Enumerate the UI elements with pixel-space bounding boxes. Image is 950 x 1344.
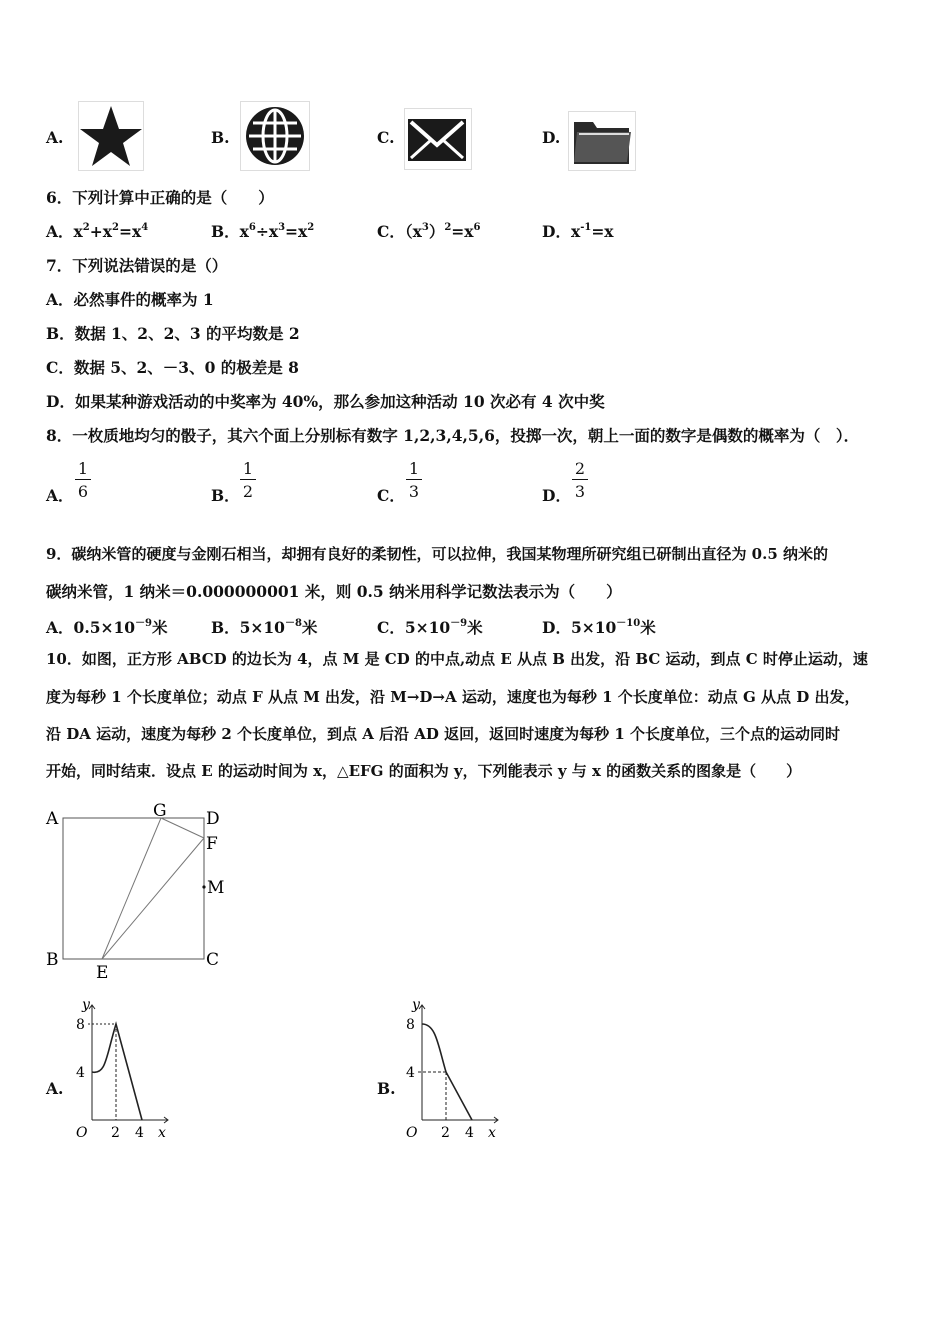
folder-icon bbox=[568, 111, 636, 171]
b-y-axis-label: y bbox=[412, 997, 420, 1013]
q8-option-c-fraction: $\frac{1}{3}$ bbox=[406, 459, 422, 501]
a-y-axis-label: y bbox=[82, 997, 90, 1013]
point-f-label: F bbox=[206, 834, 218, 854]
q5-option-b-label: B. bbox=[211, 128, 230, 147]
q7-stem: 7．下列说法错误的是（） bbox=[46, 256, 228, 275]
a-tick-8: 8 bbox=[76, 1017, 85, 1033]
point-g-label: G bbox=[153, 801, 167, 821]
b-tick-4: 4 bbox=[406, 1065, 415, 1081]
point-a-label: A bbox=[46, 809, 59, 829]
q9-stem-line-1: 9．碳纳米管的硬度与金刚石相当，却拥有良好的柔韧性，可以拉伸，我国某物理所研究组已研制出直径为 0.5 纳米的 bbox=[46, 545, 828, 563]
q8-option-d-label[interactable]: D． bbox=[542, 486, 571, 505]
q6-option-b[interactable]: B．$x^6\div x^3=x^2$ bbox=[211, 222, 315, 241]
point-c-label: C bbox=[206, 950, 220, 970]
q10-option-b-label[interactable]: B. bbox=[377, 1079, 396, 1098]
q9-option-c[interactable]: C．$5\times 10^{-9}$米 bbox=[377, 618, 483, 637]
b-x-axis-label: x bbox=[488, 1125, 496, 1141]
globe-icon bbox=[240, 101, 310, 171]
point-d-label: D bbox=[206, 809, 220, 829]
q8-stem: 8．一枚质地均匀的骰子，其六个面上分别标有数字 1,2,3,4,5,6，投掷一次，朝上一面的数字是偶数的概率为（ ）． bbox=[46, 426, 860, 445]
q10-option-a-graph[interactable] bbox=[70, 995, 175, 1145]
q8-option-a-label[interactable]: A． bbox=[46, 486, 74, 505]
q8-option-b-fraction: $\frac{1}{2}$ bbox=[240, 459, 256, 501]
q7-option-a[interactable]: A．必然事件的概率为 1 bbox=[46, 290, 214, 309]
q8-option-b-label[interactable]: B． bbox=[211, 486, 240, 505]
b-tick-x-4: 4 bbox=[465, 1125, 474, 1141]
a-tick-4: 4 bbox=[76, 1065, 85, 1081]
q8-option-c-label[interactable]: C． bbox=[377, 486, 405, 505]
q9-stem-line-2: 碳纳米管，1 纳米＝0.000000001 米，则 0.5 纳米用科学记数法表示为（ ） bbox=[46, 582, 622, 601]
q10-option-a-label[interactable]: A. bbox=[46, 1079, 64, 1098]
q5-option-d-label: D. bbox=[542, 128, 561, 147]
point-m-label: M bbox=[207, 878, 225, 898]
q10-stem-line-1: 10．如图，正方形 ABCD 的边长为 4，点 M 是 CD 的中点,动点 E 从点 B 出发，沿 BC 运动，到点 C 时停止运动，速 bbox=[46, 650, 868, 668]
star-icon bbox=[78, 101, 144, 171]
point-b-label: B bbox=[46, 950, 59, 970]
a-tick-x-4: 4 bbox=[135, 1125, 144, 1141]
b-origin-label: O bbox=[406, 1125, 418, 1141]
b-tick-8: 8 bbox=[406, 1017, 415, 1033]
a-tick-x-2: 2 bbox=[111, 1125, 120, 1141]
q10-stem-line-3: 沿 DA 运动，速度为每秒 2 个长度单位，到点 A 后沿 AD 返回，返回时速度为每秒 1 个长度单位，三个点的运动同时 bbox=[46, 725, 841, 743]
point-e-label: E bbox=[96, 963, 109, 983]
q10-stem-line-4: 开始，同时结束．设点 E 的运动时间为 x，△EFG 的面积为 y，下列能表示 y 与 x 的函数关系的图象是（ ） bbox=[46, 762, 802, 780]
a-x-axis-label: x bbox=[158, 1125, 166, 1141]
a-origin-label: O bbox=[76, 1125, 88, 1141]
q9-option-a[interactable]: A．$0.5\times 10^{-9}$米 bbox=[46, 618, 168, 637]
q6-stem: 6．下列计算中正确的是（ ） bbox=[46, 188, 274, 207]
q9-option-b[interactable]: B．$5\times 10^{-8}$米 bbox=[211, 618, 318, 637]
q9-option-d[interactable]: D．$5\times 10^{-10}$米 bbox=[542, 618, 656, 637]
q10-stem-line-2: 度为每秒 1 个长度单位；动点 F 从点 M 出发，沿 M→D→A 运动，速度也为每秒 1 个长度单位：动点 G 从点 D 出发， bbox=[46, 688, 860, 706]
q7-option-d[interactable]: D．如果某种游戏活动的中奖率为 40%，那么参加这种活动 10 次必有 4 次中奖 bbox=[46, 392, 605, 411]
q5-option-c-label: C. bbox=[377, 128, 395, 147]
q10-square-figure bbox=[40, 800, 240, 985]
b-tick-x-2: 2 bbox=[441, 1125, 450, 1141]
q8-option-a-fraction: $\frac{1}{6}$ bbox=[75, 459, 91, 501]
envelope-icon bbox=[404, 108, 472, 170]
q7-option-b[interactable]: B．数据 1、2、2、3 的平均数是 2 bbox=[46, 324, 300, 343]
q6-option-c[interactable]: C．$(x^3)^2=x^6$ bbox=[377, 222, 481, 241]
q6-option-a[interactable]: A．$x^2+x^2=x^4$ bbox=[46, 222, 149, 241]
q7-option-c[interactable]: C．数据 5、2、－3、0 的极差是 8 bbox=[46, 358, 299, 377]
q6-option-d[interactable]: D．$x^{-1}=x$ bbox=[542, 222, 614, 241]
q5-option-a-label: A. bbox=[46, 128, 64, 147]
q10-option-b-graph[interactable] bbox=[400, 995, 505, 1145]
q8-option-d-fraction: $\frac{2}{3}$ bbox=[572, 459, 588, 501]
